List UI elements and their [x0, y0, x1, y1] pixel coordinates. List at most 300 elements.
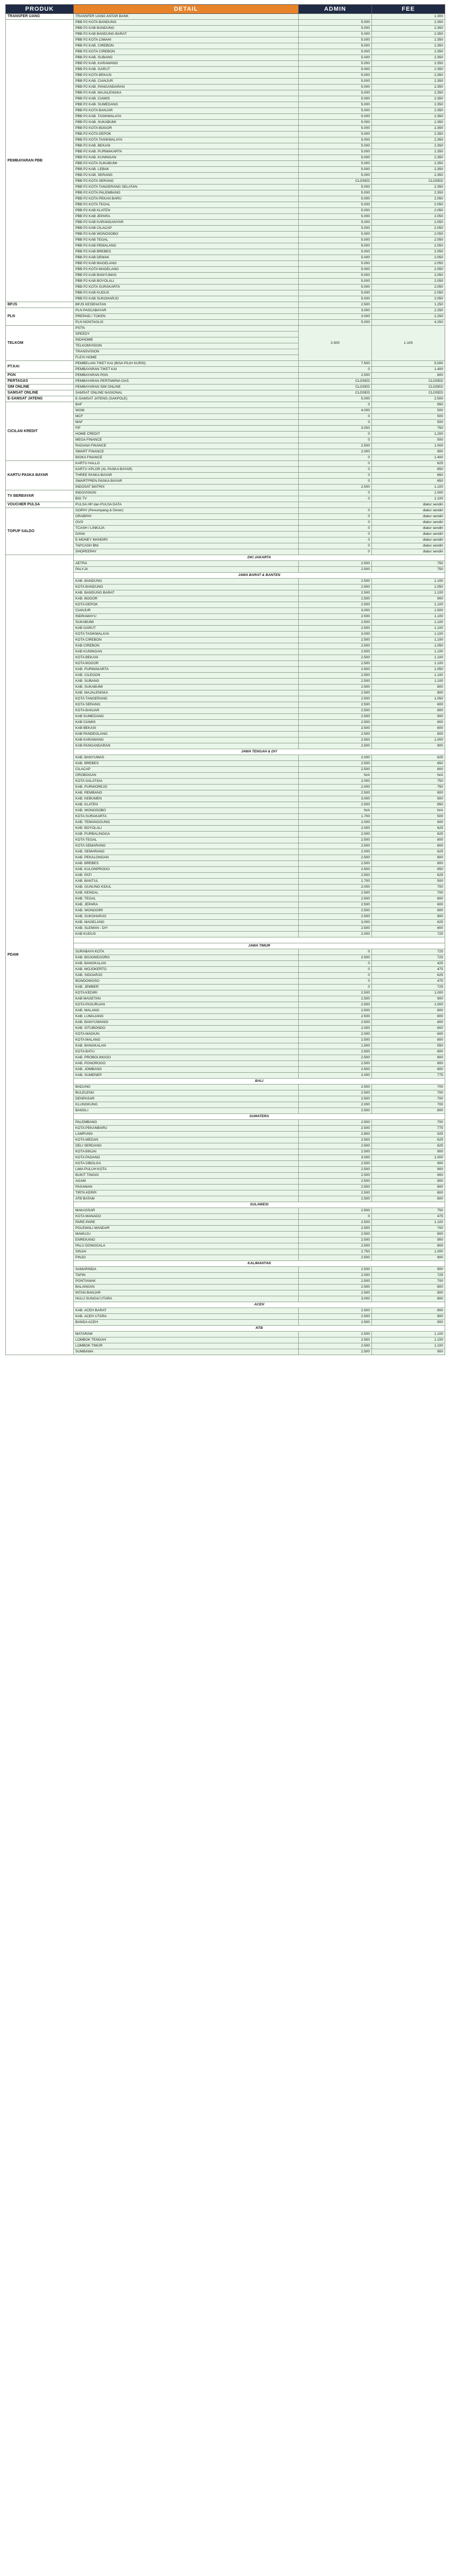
detail-cell: KAB. BANDUNG — [74, 579, 299, 585]
fee-cell: 725 — [372, 955, 445, 961]
admin-cell: 2.750 — [299, 1249, 372, 1255]
admin-cell: 0 — [299, 414, 372, 420]
detail-cell: PBB P2 KAB. GARUT — [74, 67, 299, 73]
admin-cell: 7.500 — [299, 361, 372, 367]
fee-cell: 1.000 — [372, 1155, 445, 1161]
admin-cell: 2.500 — [299, 679, 372, 685]
detail-cell: PBB P2 KAB. CIAMIS — [74, 96, 299, 102]
detail-cell: PBB P2 KOTA PALEMBANG — [74, 190, 299, 196]
detail-cell: PBB P2 KAB. SERANG — [74, 173, 299, 179]
admin-cell: 2.500 — [299, 955, 372, 961]
detail-cell: PBB P2 KAB. SUKABUMI — [74, 120, 299, 126]
fee-cell: 800 — [372, 720, 445, 726]
admin-cell: 5.000 — [299, 220, 372, 226]
admin-cell: 5.000 — [299, 279, 372, 284]
detail-cell: PBB P2 KAB. SUBANG — [74, 55, 299, 61]
detail-cell: KAB. BREBES — [74, 861, 299, 867]
fee-cell: 925 — [372, 1132, 445, 1137]
fee-cell: CLOSED — [372, 390, 445, 396]
fee-cell: 750 — [372, 779, 445, 785]
admin-cell: 2.500 — [299, 561, 372, 567]
fee-cell: 800 — [372, 1243, 445, 1249]
empty-row — [74, 937, 445, 943]
fee-cell: 1.250 — [372, 302, 445, 308]
admin-cell: 2.500 — [299, 690, 372, 696]
fee-cell: 625 — [372, 920, 445, 926]
fee-cell: 2.350 — [372, 37, 445, 43]
admin-cell: 2.500 — [299, 596, 372, 602]
admin-cell: 2.500 — [299, 302, 372, 308]
detail-cell: KOTA SIBOLGA — [74, 1161, 299, 1167]
detail-cell: SURABAYA KOTA — [74, 949, 299, 955]
product-category: CICILAN KREDIT — [6, 402, 74, 461]
fee-cell: 800 — [372, 790, 445, 796]
fee-cell: 475 — [372, 979, 445, 985]
fee-cell: 500 — [372, 414, 445, 420]
admin-cell: 0 — [299, 949, 372, 955]
detail-cell: PBB P2 KAB. BEKASI — [74, 143, 299, 149]
fee-cell: 750 — [372, 561, 445, 567]
admin-cell: 2.500 — [299, 1067, 372, 1073]
admin-cell: 2.500 — [299, 1085, 372, 1090]
detail-cell: KAB. MOJOKERTO — [74, 967, 299, 973]
admin-cell: 0 — [299, 432, 372, 437]
detail-cell: KAB KUNINGAN — [74, 649, 299, 655]
detail-cell: KAB. BANTUL — [74, 879, 299, 885]
detail-cell: KARTU XPLOR (XL PASKA BAYAR) — [74, 467, 299, 473]
fee-cell: 750 — [372, 567, 445, 573]
fee-cell: 5.000 — [372, 361, 445, 367]
fee-cell: 700 — [372, 1085, 445, 1090]
fee-cell: 800 — [372, 1037, 445, 1043]
admin-cell: 2.000 — [299, 826, 372, 832]
fee-cell: 625 — [372, 1137, 445, 1143]
region-section-title: JAWA TENGAH & DIY — [74, 749, 445, 755]
detail-cell: INDOVISION — [74, 490, 299, 496]
admin-cell: 2.500 — [299, 837, 372, 843]
detail-cell: KOTA BANDUNG — [74, 585, 299, 590]
admin-cell: 2.500 — [299, 790, 372, 796]
detail-cell: KAB. SIDOARJO — [74, 973, 299, 979]
admin-cell: 5.000 — [299, 226, 372, 232]
fee-cell: 900 — [372, 1349, 445, 1355]
fee-cell: N/A — [372, 773, 445, 779]
fee-cell: 2.350 — [372, 32, 445, 37]
detail-cell: PBB P2 KOTA CIREBON — [74, 49, 299, 55]
detail-cell: PBB P2 KAB. KUNINGAN — [74, 155, 299, 161]
detail-cell: PBB P2 KOTA TANGERANG SELATAN — [74, 184, 299, 190]
region-section-title: JAWA BARAT & BANTEN — [74, 573, 445, 579]
admin-cell: 2.500 — [299, 1290, 372, 1296]
detail-cell: HOME CREDIT — [74, 432, 299, 437]
detail-cell: PEMBAYARAN SIM ONLINE — [74, 385, 299, 390]
fee-cell: 1.100 — [372, 496, 445, 502]
admin-cell: 2.500 — [299, 1343, 372, 1349]
detail-cell: BANGLI — [74, 1108, 299, 1114]
detail-cell: SPEEDY — [74, 332, 299, 337]
admin-cell: 5.000 — [299, 273, 372, 279]
fee-cell: 850 — [372, 802, 445, 808]
fee-cell: 725 — [372, 949, 445, 955]
fee-cell: 475 — [372, 967, 445, 973]
fee-cell: 750 — [372, 426, 445, 432]
fee-cell: 625 — [372, 873, 445, 879]
fee-cell: 650 — [372, 467, 445, 473]
detail-cell: AGAM — [74, 1179, 299, 1185]
fee-cell: 2.050 — [372, 255, 445, 261]
detail-cell: PBB P2 KOTA SURAKARTA — [74, 284, 299, 290]
admin-cell: 2.500 — [299, 1226, 372, 1232]
admin-cell: N/A — [299, 808, 372, 814]
fee-cell: diatur sendiri — [372, 543, 445, 549]
fee-cell: 2.350 — [372, 126, 445, 132]
fee-cell: 2.350 — [372, 90, 445, 96]
admin-cell: 2.500 — [299, 708, 372, 714]
fee-cell: 800 — [372, 1049, 445, 1055]
fee-cell: diatur sendiri — [372, 508, 445, 514]
product-category: E-SAMSAT JATENG — [6, 396, 74, 402]
table-row — [6, 20, 445, 26]
fee-cell: N/A — [372, 808, 445, 814]
fee-cell: 2.350 — [372, 184, 445, 190]
admin-cell: 5.000 — [299, 290, 372, 296]
fee-cell: 1.100 — [372, 485, 445, 490]
fee-cell: 2.350 — [372, 55, 445, 61]
admin-cell: 0 — [299, 520, 372, 526]
detail-cell: PASAMAN — [74, 1185, 299, 1190]
detail-cell: PBB P2 KAB SUKOHARJO — [74, 296, 299, 302]
admin-cell: 2.500 — [299, 579, 372, 585]
fee-cell: 800 — [372, 902, 445, 908]
detail-cell: INDIHOME — [74, 337, 299, 343]
fee-cell: 700 — [372, 1102, 445, 1108]
fee-cell: diatur sendiri — [372, 526, 445, 532]
fee-cell: 700 — [372, 885, 445, 890]
fee-cell: 2.350 — [372, 120, 445, 126]
admin-cell: 2.500 — [299, 649, 372, 655]
fee-cell: 700 — [372, 1120, 445, 1126]
detail-cell: KOTA BATU — [74, 1049, 299, 1055]
fee-cell: 625 — [372, 849, 445, 855]
detail-cell: KAB. PONOROGO — [74, 1061, 299, 1067]
fee-cell: 650 — [372, 402, 445, 408]
fee-cell: 600 — [372, 1032, 445, 1037]
header-detail: DETAIL — [74, 5, 299, 14]
admin-cell: 4.000 — [299, 408, 372, 414]
admin-cell: 5.000 — [299, 120, 372, 126]
detail-cell: PONTIANAK — [74, 1279, 299, 1285]
detail-cell: KAB. SLEMAN - DIY — [74, 926, 299, 932]
admin-cell: 3.000 — [299, 1296, 372, 1302]
table-header — [6, 5, 445, 14]
product-category: PERTAGAS — [6, 379, 74, 385]
detail-cell: PBB P2 KAB. MAJALENGKA — [74, 90, 299, 96]
fee-cell: 2.050 — [372, 208, 445, 214]
detail-cell: MAMUJU — [74, 1232, 299, 1237]
fee-cell: 1.050 — [372, 696, 445, 702]
table-row — [6, 326, 445, 332]
detail-cell: PBB P2 KAB JEPARA — [74, 214, 299, 220]
detail-cell: CIANJUR — [74, 608, 299, 614]
fee-cell: diatur sendiri — [372, 502, 445, 508]
table-row — [6, 390, 445, 396]
fee-cell: 800 — [372, 1014, 445, 1020]
region-section-title: DKI JAKARTA — [74, 555, 445, 561]
detail-cell: KAB. SEMARANG — [74, 849, 299, 855]
detail-cell: DELI SERDANG — [74, 1143, 299, 1149]
detail-cell: KAB PANDEGLANG — [74, 732, 299, 737]
detail-cell: THREE PASKA BAYAR — [74, 473, 299, 479]
admin-cell: 3.000 — [299, 314, 372, 320]
fee-cell: 625 — [372, 826, 445, 832]
admin-cell: 2.500 — [299, 1143, 372, 1149]
fee-cell: 700 — [372, 1096, 445, 1102]
detail-cell: PBB P2 KAB BOYOLALI — [74, 279, 299, 284]
admin-cell: 2.500 — [299, 696, 372, 702]
fee-cell: 2.050 — [372, 284, 445, 290]
detail-cell: OVO — [74, 520, 299, 526]
detail-cell: KAB. PURBALINGGA — [74, 832, 299, 837]
detail-cell: TELKOMVISION — [74, 343, 299, 349]
fee-cell: 1.100 — [372, 326, 445, 361]
admin-cell: 2.500 — [299, 1167, 372, 1173]
product-category: SIM ONLINE — [6, 385, 74, 390]
fee-cell: 2.350 — [372, 161, 445, 167]
detail-cell: HULU SUNGAI UTARA — [74, 1296, 299, 1302]
fee-cell: CLOSED — [372, 179, 445, 184]
admin-cell: 5.000 — [299, 249, 372, 255]
detail-cell: PLN PASCABAYAR — [74, 308, 299, 314]
detail-cell: KAB. BANGKALAN — [74, 1043, 299, 1049]
detail-cell: KAB. KLATEN — [74, 802, 299, 808]
admin-cell: 2.500 — [299, 873, 372, 879]
admin-cell: 2.500 — [299, 673, 372, 679]
table-row — [6, 508, 445, 514]
fee-cell: 500 — [372, 879, 445, 885]
fee-cell: 1.300 — [372, 14, 445, 20]
detail-cell: PBB P2 KOTA SUKABUMI — [74, 161, 299, 167]
admin-cell: 2.500 — [299, 1008, 372, 1014]
detail-cell: KOTA BOGOR — [74, 661, 299, 667]
detail-cell: PARE-PARE — [74, 1220, 299, 1226]
table-row — [6, 14, 445, 20]
fee-cell: 1.100 — [372, 1220, 445, 1226]
detail-cell: PBB P2 KAB BREBES — [74, 249, 299, 255]
product-category: PGN — [6, 373, 74, 379]
admin-cell: 2.000 — [299, 1273, 372, 1279]
detail-cell: PBB P2 KAB KLATEN — [74, 208, 299, 214]
detail-cell: POLEWALI MANDAR — [74, 1226, 299, 1232]
admin-cell: 2.500 — [299, 1255, 372, 1261]
fee-cell: 800 — [372, 702, 445, 708]
detail-cell: SUMBAWA — [74, 1349, 299, 1355]
detail-cell: KAB. SITUBONDO — [74, 1026, 299, 1032]
fee-cell: 2.350 — [372, 149, 445, 155]
fee-cell: 500 — [372, 437, 445, 443]
admin-cell: 0 — [299, 367, 372, 373]
detail-cell: KAB. BANYUMAS — [74, 755, 299, 761]
detail-cell: BPJS KESEHATAN — [74, 302, 299, 308]
fee-cell: 650 — [372, 479, 445, 485]
region-section-title: JAWA TIMUR — [74, 943, 445, 949]
detail-cell: PBB P2 KAB MAGELANG — [74, 261, 299, 267]
product-category: TELKOM — [6, 326, 74, 361]
detail-cell: PBB P2 KOTA BANJAR — [74, 108, 299, 114]
detail-cell: PBB P2 KAB CILACAP — [74, 226, 299, 232]
detail-cell: KOTA MANADO — [74, 1214, 299, 1220]
admin-cell: 5.000 — [299, 73, 372, 79]
fee-cell: 2.350 — [372, 61, 445, 67]
fee-cell: 800 — [372, 1185, 445, 1190]
admin-cell: 5.000 — [299, 208, 372, 214]
fee-cell: 725 — [372, 1273, 445, 1279]
detail-cell: KAB. JEPARA — [74, 902, 299, 908]
fee-cell: 2.350 — [372, 167, 445, 173]
detail-cell: KAB. PEKALONGAN — [74, 855, 299, 861]
fee-cell: 800 — [372, 855, 445, 861]
detail-cell: BUKIT TINGGI — [74, 1173, 299, 1179]
detail-cell: KAB. SUMENEP — [74, 1073, 299, 1079]
detail-cell: PBB P2 KAB TEGAL — [74, 237, 299, 243]
detail-cell: DENPASAR — [74, 1096, 299, 1102]
table-row — [6, 385, 445, 390]
table-row — [6, 302, 445, 308]
admin-cell: 2.500 — [299, 1037, 372, 1043]
fee-cell: 800 — [372, 1061, 445, 1067]
detail-cell: KOTA PASURUAN — [74, 1002, 299, 1008]
fee-cell: 700 — [372, 1090, 445, 1096]
detail-cell: KOTA TASIKMALAYA — [74, 632, 299, 637]
admin-cell: 2.500 — [299, 732, 372, 737]
admin-cell: 2.500 — [299, 1349, 372, 1355]
detail-cell: PEMBAYARAN TIKET KAI — [74, 367, 299, 373]
fee-cell: 800 — [372, 914, 445, 920]
fee-cell: 800 — [372, 1314, 445, 1320]
admin-cell: 2.500 — [299, 626, 372, 632]
admin-cell: 2.500 — [299, 1337, 372, 1343]
detail-cell: PBB P2 KOTA TASIKMALAYA — [74, 137, 299, 143]
admin-cell: 2.500 — [299, 1055, 372, 1061]
admin-cell: 5.000 — [299, 126, 372, 132]
admin-cell: 2.500 — [299, 1267, 372, 1273]
admin-cell: 5.000 — [299, 132, 372, 137]
admin-cell: 5.000 — [299, 43, 372, 49]
region-section-title: SULAWESI — [74, 1202, 445, 1208]
detail-cell: PBB P2 KAB PEMALANG — [74, 243, 299, 249]
admin-cell: 2.500 — [299, 861, 372, 867]
admin-cell: 5.000 — [299, 137, 372, 143]
fee-cell: diatur sendiri — [372, 537, 445, 543]
product-category: PEMBAYARAN PBB — [6, 20, 74, 302]
fee-cell: 2.350 — [372, 143, 445, 149]
admin-cell: 2.500 — [299, 661, 372, 667]
detail-cell: PBB P2 KAB DEMAK — [74, 255, 299, 261]
fee-cell: 2.050 — [372, 273, 445, 279]
admin-cell: 2.000 — [299, 785, 372, 790]
fee-cell: 2.250 — [372, 308, 445, 314]
detail-cell: SMARTFREN PASKA BAYAR — [74, 479, 299, 485]
admin-cell: 2.500 — [299, 1332, 372, 1337]
admin-cell: 2.500 — [299, 926, 372, 932]
admin-cell: 2.500 — [299, 1108, 372, 1114]
admin-cell: 5.000 — [299, 284, 372, 290]
admin-cell: 2.500 — [299, 1014, 372, 1020]
fee-cell: 2.350 — [372, 43, 445, 49]
admin-cell: 2.500 — [299, 1137, 372, 1143]
admin-cell: 2.000 — [299, 1026, 372, 1032]
admin-cell: 2.500 — [299, 1190, 372, 1196]
fee-cell: 800 — [372, 896, 445, 902]
admin-cell: 2.500 — [299, 896, 372, 902]
fee-cell: 1.000 — [372, 443, 445, 449]
fee-cell: 900 — [372, 449, 445, 455]
admin-cell: 2.500 — [299, 1173, 372, 1179]
fee-cell: 1.000 — [372, 490, 445, 496]
admin-cell: 5.000 — [299, 26, 372, 32]
admin-cell: CLOSED — [299, 390, 372, 396]
product-category: PT.KAI — [6, 361, 74, 373]
detail-cell: KAB. BOGOR — [74, 596, 299, 602]
detail-cell: KOTA BANJAR — [74, 708, 299, 714]
admin-cell: 5.000 — [299, 184, 372, 190]
fee-cell: 800 — [372, 843, 445, 849]
fee-cell: 1.100 — [372, 1343, 445, 1349]
header-produk: PRODUK — [6, 5, 74, 14]
admin-cell: CLOSED — [299, 179, 372, 184]
admin-cell: 2.000 — [299, 449, 372, 455]
admin-cell: 5.000 — [299, 255, 372, 261]
detail-cell: PBB P2 KAB WONOSOBO — [74, 232, 299, 237]
admin-cell: 2.000 — [299, 1032, 372, 1037]
admin-cell: 2.500 — [299, 996, 372, 1002]
detail-cell: KOTA MADIUN — [74, 1032, 299, 1037]
detail-cell: PBB P2 KAB BANDUNG BARAT — [74, 32, 299, 37]
admin-cell: 1.500 — [299, 1043, 372, 1049]
detail-cell: KOTA PEKANBARU — [74, 1126, 299, 1132]
admin-cell: 2.500 — [299, 585, 372, 590]
fee-cell: 900 — [372, 596, 445, 602]
detail-cell: GOPAY (Penumpang & Driver) — [74, 508, 299, 514]
detail-cell: TIRTA KERPI — [74, 1190, 299, 1196]
product-category: TOPUP SALDO — [6, 508, 74, 555]
detail-cell: KAB. SUBANG — [74, 679, 299, 685]
detail-cell: PEMBAYARAN PGN — [74, 373, 299, 379]
detail-cell: BIG TV — [74, 496, 299, 502]
fee-cell: 1.100 — [372, 590, 445, 596]
admin-cell: 2.500 — [299, 1314, 372, 1320]
region-section-title: SUMATERA — [74, 1114, 445, 1120]
admin-cell: 0 — [299, 514, 372, 520]
admin-cell: 5.000 — [299, 114, 372, 120]
admin-cell: 2.000 — [299, 885, 372, 890]
detail-cell: KAB. SUKABUMI — [74, 685, 299, 690]
fee-cell: 1.100 — [372, 661, 445, 667]
fee-cell: 1.000 — [372, 1249, 445, 1255]
admin-cell: 3.000 — [299, 1155, 372, 1161]
fee-cell: 2.050 — [372, 243, 445, 249]
fee-cell: 800 — [372, 908, 445, 914]
fee-cell: 700 — [372, 1226, 445, 1232]
admin-cell: 0 — [299, 420, 372, 426]
fee-cell: 900 — [372, 796, 445, 802]
admin-cell: 0 — [299, 985, 372, 990]
detail-cell: KAB. JOMBANG — [74, 1067, 299, 1073]
admin-cell: 2.500 — [299, 1320, 372, 1326]
fee-cell: 800 — [372, 732, 445, 737]
admin-cell: 2.500 — [299, 1002, 372, 1008]
admin-cell: 2.500 — [299, 1149, 372, 1155]
detail-cell: KAB. KEBUMEN — [74, 796, 299, 802]
